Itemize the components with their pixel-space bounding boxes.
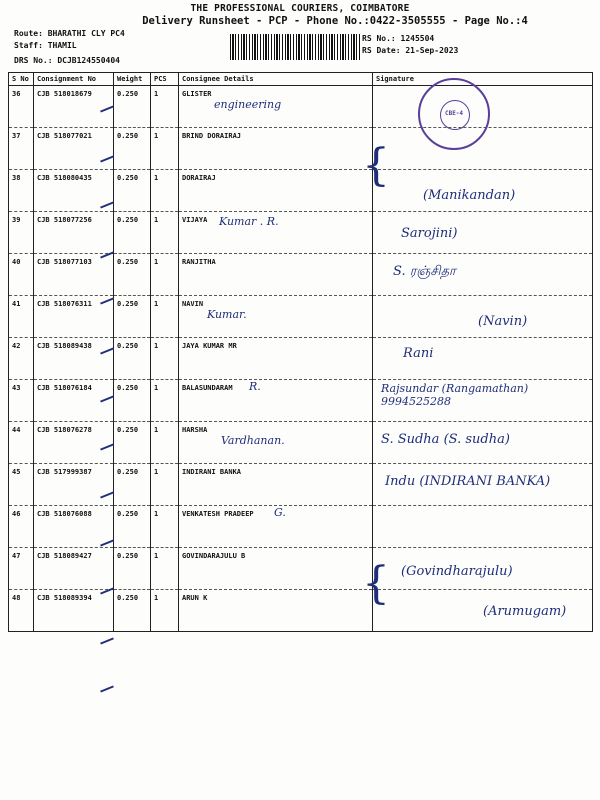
col-pcs: PCS [151, 73, 179, 86]
row-sno: 40 [9, 254, 34, 296]
row-sno: 46 [9, 506, 34, 548]
consignee-name: HARSHA [182, 426, 208, 434]
row-consignment: CJB 518077021 [34, 128, 114, 170]
row-consignee [179, 422, 373, 464]
row-weight: 0.250 [114, 212, 151, 254]
consignee-name: BALASUNDARAM [182, 384, 233, 392]
rs-date: RS Date: 21-Sep-2023 [362, 46, 459, 55]
table-row [9, 506, 593, 548]
row-pcs: 1 [151, 170, 179, 212]
row-pcs: 1 [151, 422, 179, 464]
rs-number: RS No.: 1245504 [362, 34, 435, 43]
handwritten-note: engineering [214, 98, 282, 111]
row-signature [373, 464, 593, 506]
row-consignment: CJB 518089394 [34, 590, 114, 632]
table-row [9, 590, 593, 632]
tick-mark [100, 637, 114, 644]
row-consignee: JAYA KUMAR MR [179, 338, 373, 380]
row-weight: 0.250 [114, 254, 151, 296]
brace-mark: { [362, 140, 390, 191]
row-signature [373, 590, 593, 632]
handwritten-note: R. [249, 380, 261, 393]
signature: Rajsundar (Rangamathan) 9994525288 [381, 382, 529, 408]
tick-mark [100, 685, 114, 692]
consignee-name: NAVIN [182, 300, 204, 308]
row-pcs: 1 [151, 548, 179, 590]
row-consignee [179, 506, 373, 548]
row-consignment: CJB 518076184 [34, 380, 114, 422]
row-weight: 0.250 [114, 506, 151, 548]
row-consignment: CJB 518089438 [34, 338, 114, 380]
row-sno: 38 [9, 170, 34, 212]
row-consignee: GOVINDARAJULU B [179, 548, 373, 590]
table-row [9, 254, 593, 296]
runsheet-title: Delivery Runsheet - PCP - Phone No.:0422-3505555 - Page No.:4 [142, 15, 528, 27]
row-pcs: 1 [151, 254, 179, 296]
table-row [9, 548, 593, 590]
row-signature [373, 506, 593, 548]
handwritten-note: Vardhanan. [221, 434, 285, 447]
row-weight: 0.250 [114, 128, 151, 170]
row-consignee: INDIRANI BANKA [179, 464, 373, 506]
row-weight: 0.250 [114, 86, 151, 128]
signature: Sarojini) [401, 226, 458, 241]
row-consignee: DORAIRAJ [179, 170, 373, 212]
row-signature [373, 254, 593, 296]
row-signature [373, 296, 593, 338]
table-row [9, 380, 593, 422]
table-row [9, 422, 593, 464]
row-sno: 48 [9, 590, 34, 632]
row-signature [373, 422, 593, 464]
signature: (Govindharajulu) [401, 564, 513, 579]
signature: (Navin) [478, 314, 528, 329]
stamp-center-text: CBE-4 [444, 110, 464, 117]
table-row [9, 296, 593, 338]
row-consignee: RANJITHA [179, 254, 373, 296]
row-consignee [179, 86, 373, 128]
row-pcs: 1 [151, 464, 179, 506]
consignee-name: VENKATESH PRADEEP [182, 510, 254, 518]
row-sno: 43 [9, 380, 34, 422]
row-pcs: 1 [151, 296, 179, 338]
row-weight: 0.250 [114, 296, 151, 338]
row-weight: 0.250 [114, 548, 151, 590]
table-row [9, 464, 593, 506]
signature: S. Sudha (S. sudha) [381, 432, 510, 447]
row-pcs: 1 [151, 86, 179, 128]
handwritten-note: Kumar . R. [219, 215, 279, 228]
row-signature [373, 338, 593, 380]
table-row [9, 170, 593, 212]
row-weight: 0.250 [114, 338, 151, 380]
company-title: THE PROFESSIONAL COURIERS, COIMBATORE [190, 3, 410, 14]
row-pcs: 1 [151, 338, 179, 380]
barcode [230, 34, 360, 60]
row-sno: 47 [9, 548, 34, 590]
signature: (Arumugam) [483, 604, 567, 619]
row-consignee [179, 380, 373, 422]
row-consignment: CJB 518077103 [34, 254, 114, 296]
row-pcs: 1 [151, 128, 179, 170]
row-sno: 36 [9, 86, 34, 128]
row-weight: 0.250 [114, 380, 151, 422]
table-header-row [9, 73, 593, 86]
handwritten-note: G. [274, 506, 286, 519]
row-signature [373, 548, 593, 590]
row-pcs: 1 [151, 380, 179, 422]
signature: S. ரஞ்சிதா [393, 264, 456, 279]
col-sno: S No [9, 73, 34, 86]
delivery-table [8, 72, 593, 632]
consignee-name: VIJAYA [182, 216, 208, 224]
row-weight: 0.250 [114, 170, 151, 212]
row-weight: 0.250 [114, 590, 151, 632]
signature: Rani [403, 346, 434, 361]
handwritten-note: Kumar. [207, 308, 247, 321]
table-row [9, 128, 593, 170]
row-sno: 39 [9, 212, 34, 254]
row-pcs: 1 [151, 506, 179, 548]
company-stamp [418, 78, 490, 150]
brace-mark: { [362, 558, 390, 609]
col-weight: Weight [114, 73, 151, 86]
row-sno: 37 [9, 128, 34, 170]
row-sno: 45 [9, 464, 34, 506]
row-consignment: CJB 518076088 [34, 506, 114, 548]
row-sno: 44 [9, 422, 34, 464]
row-signature [373, 380, 593, 422]
row-sno: 42 [9, 338, 34, 380]
row-pcs: 1 [151, 590, 179, 632]
table-row [9, 212, 593, 254]
consignee-name: GLISTER [182, 90, 212, 98]
table-row [9, 86, 593, 128]
signature: (Manikandan) [423, 188, 516, 203]
row-weight: 0.250 [114, 464, 151, 506]
signature: Indu (INDIRANI BANKA) [385, 474, 551, 489]
row-consignment: CJB 518076311 [34, 296, 114, 338]
row-consignee [179, 296, 373, 338]
row-sno: 41 [9, 296, 34, 338]
staff-label: Staff: THAMIL [14, 41, 77, 50]
row-consignment: CJB 517999387 [34, 464, 114, 506]
row-consignment: CJB 518076278 [34, 422, 114, 464]
table-row [9, 338, 593, 380]
row-weight: 0.250 [114, 422, 151, 464]
row-signature [373, 212, 593, 254]
row-consignee: ARUN K [179, 590, 373, 632]
row-consignment: CJB 518018679 [34, 86, 114, 128]
row-consignee: BRIND DORAIRAJ [179, 128, 373, 170]
row-signature [373, 170, 593, 212]
row-consignee [179, 212, 373, 254]
col-signature: Signature [373, 73, 593, 86]
row-consignment: CJB 518077256 [34, 212, 114, 254]
col-consignment: Consignment No [34, 73, 114, 86]
row-consignment: CJB 518080435 [34, 170, 114, 212]
col-consignee: Consignee Details [179, 73, 373, 86]
drs-number: DRS No.: DCJB124550404 [14, 56, 120, 65]
route-label: Route: BHARATHI CLY PC4 [14, 29, 125, 38]
row-pcs: 1 [151, 212, 179, 254]
row-consignment: CJB 518089427 [34, 548, 114, 590]
